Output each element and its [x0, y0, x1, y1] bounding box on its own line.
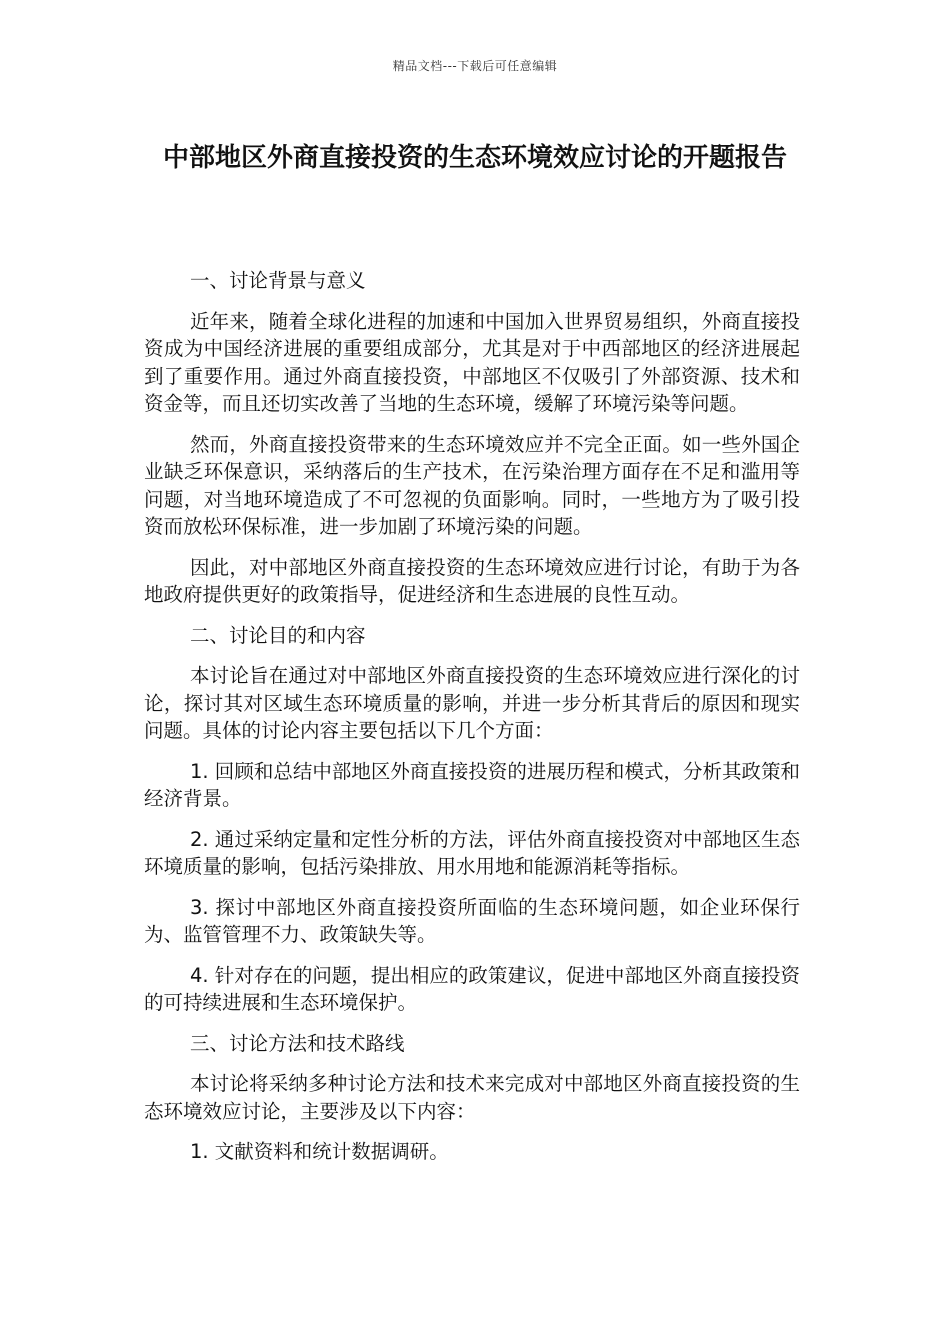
paragraph: 本讨论旨在通过对中部地区外商直接投资的生态环境效应进行深化的讨论，探讨其对区域生态环境质量的影响，并进一步分析其背后的原因和现实问题。具体的讨论内容主要包括以下几个方面：: [144, 664, 800, 742]
paragraph: 然而，外商直接投资带来的生态环境效应并不完全正面。如一些外国企业缺乏环保意识，采纳落后的生产技术，在污染治理方面存在不足和滥用等问题，对当地环境造成了不可忽视的负面影响。同时，一些地方为了吸引投资而放松环保标准，进一步加剧了环境污染的问题。: [144, 432, 800, 538]
page-header-note: 精品文档---下载后可任意编辑: [392, 59, 558, 73]
list-item: 2. 通过采纳定量和定性分析的方法，评估外商直接投资对中部地区生态环境质量的影响，包括污染排放、用水用地和能源消耗等指标。: [144, 827, 800, 878]
list-item: 3. 探讨中部地区外商直接投资所面临的生态环境问题，如企业环保行为、监管管理不力、政策缺失等。: [144, 895, 800, 946]
section-heading-methods: 三、讨论方法和技术路线: [190, 1031, 405, 1055]
document-body: [144, 267, 800, 1179]
section-heading-purpose: 二、讨论目的和内容: [190, 623, 366, 647]
paragraph: 近年来，随着全球化进程的加速和中国加入世界贸易组织，外商直接投资成为中国经济进展的重要组成部分，尤其是对于中西部地区的经济进展起到了重要作用。通过外商直接投资，中部地区不仅吸引了外部资源、技术和资金等，而且还切实改善了当地的生态环境，缓解了环境污染等问题。: [144, 309, 800, 415]
paragraph: 因此，对中部地区外商直接投资的生态环境效应进行讨论，有助于为各地政府提供更好的政策指导，促进经济和生态进展的良性互动。: [144, 555, 800, 606]
list-item: 4. 针对存在的问题，提出相应的政策建议，促进中部地区外商直接投资的可持续进展和生态环境保护。: [144, 963, 800, 1014]
section-heading-background: 一、讨论背景与意义: [190, 269, 366, 292]
paragraph: 本讨论将采纳多种讨论方法和技术来完成对中部地区外商直接投资的生态环境效应讨论，主要涉及以下内容：: [144, 1072, 800, 1123]
list-item: 1. 文献资料和统计数据调研。: [190, 1140, 449, 1163]
document-title: 中部地区外商直接投资的生态环境效应讨论的开题报告: [162, 143, 787, 173]
list-item: 1. 回顾和总结中部地区外商直接投资的进展历程和模式，分析其政策和经济背景。: [144, 759, 800, 810]
